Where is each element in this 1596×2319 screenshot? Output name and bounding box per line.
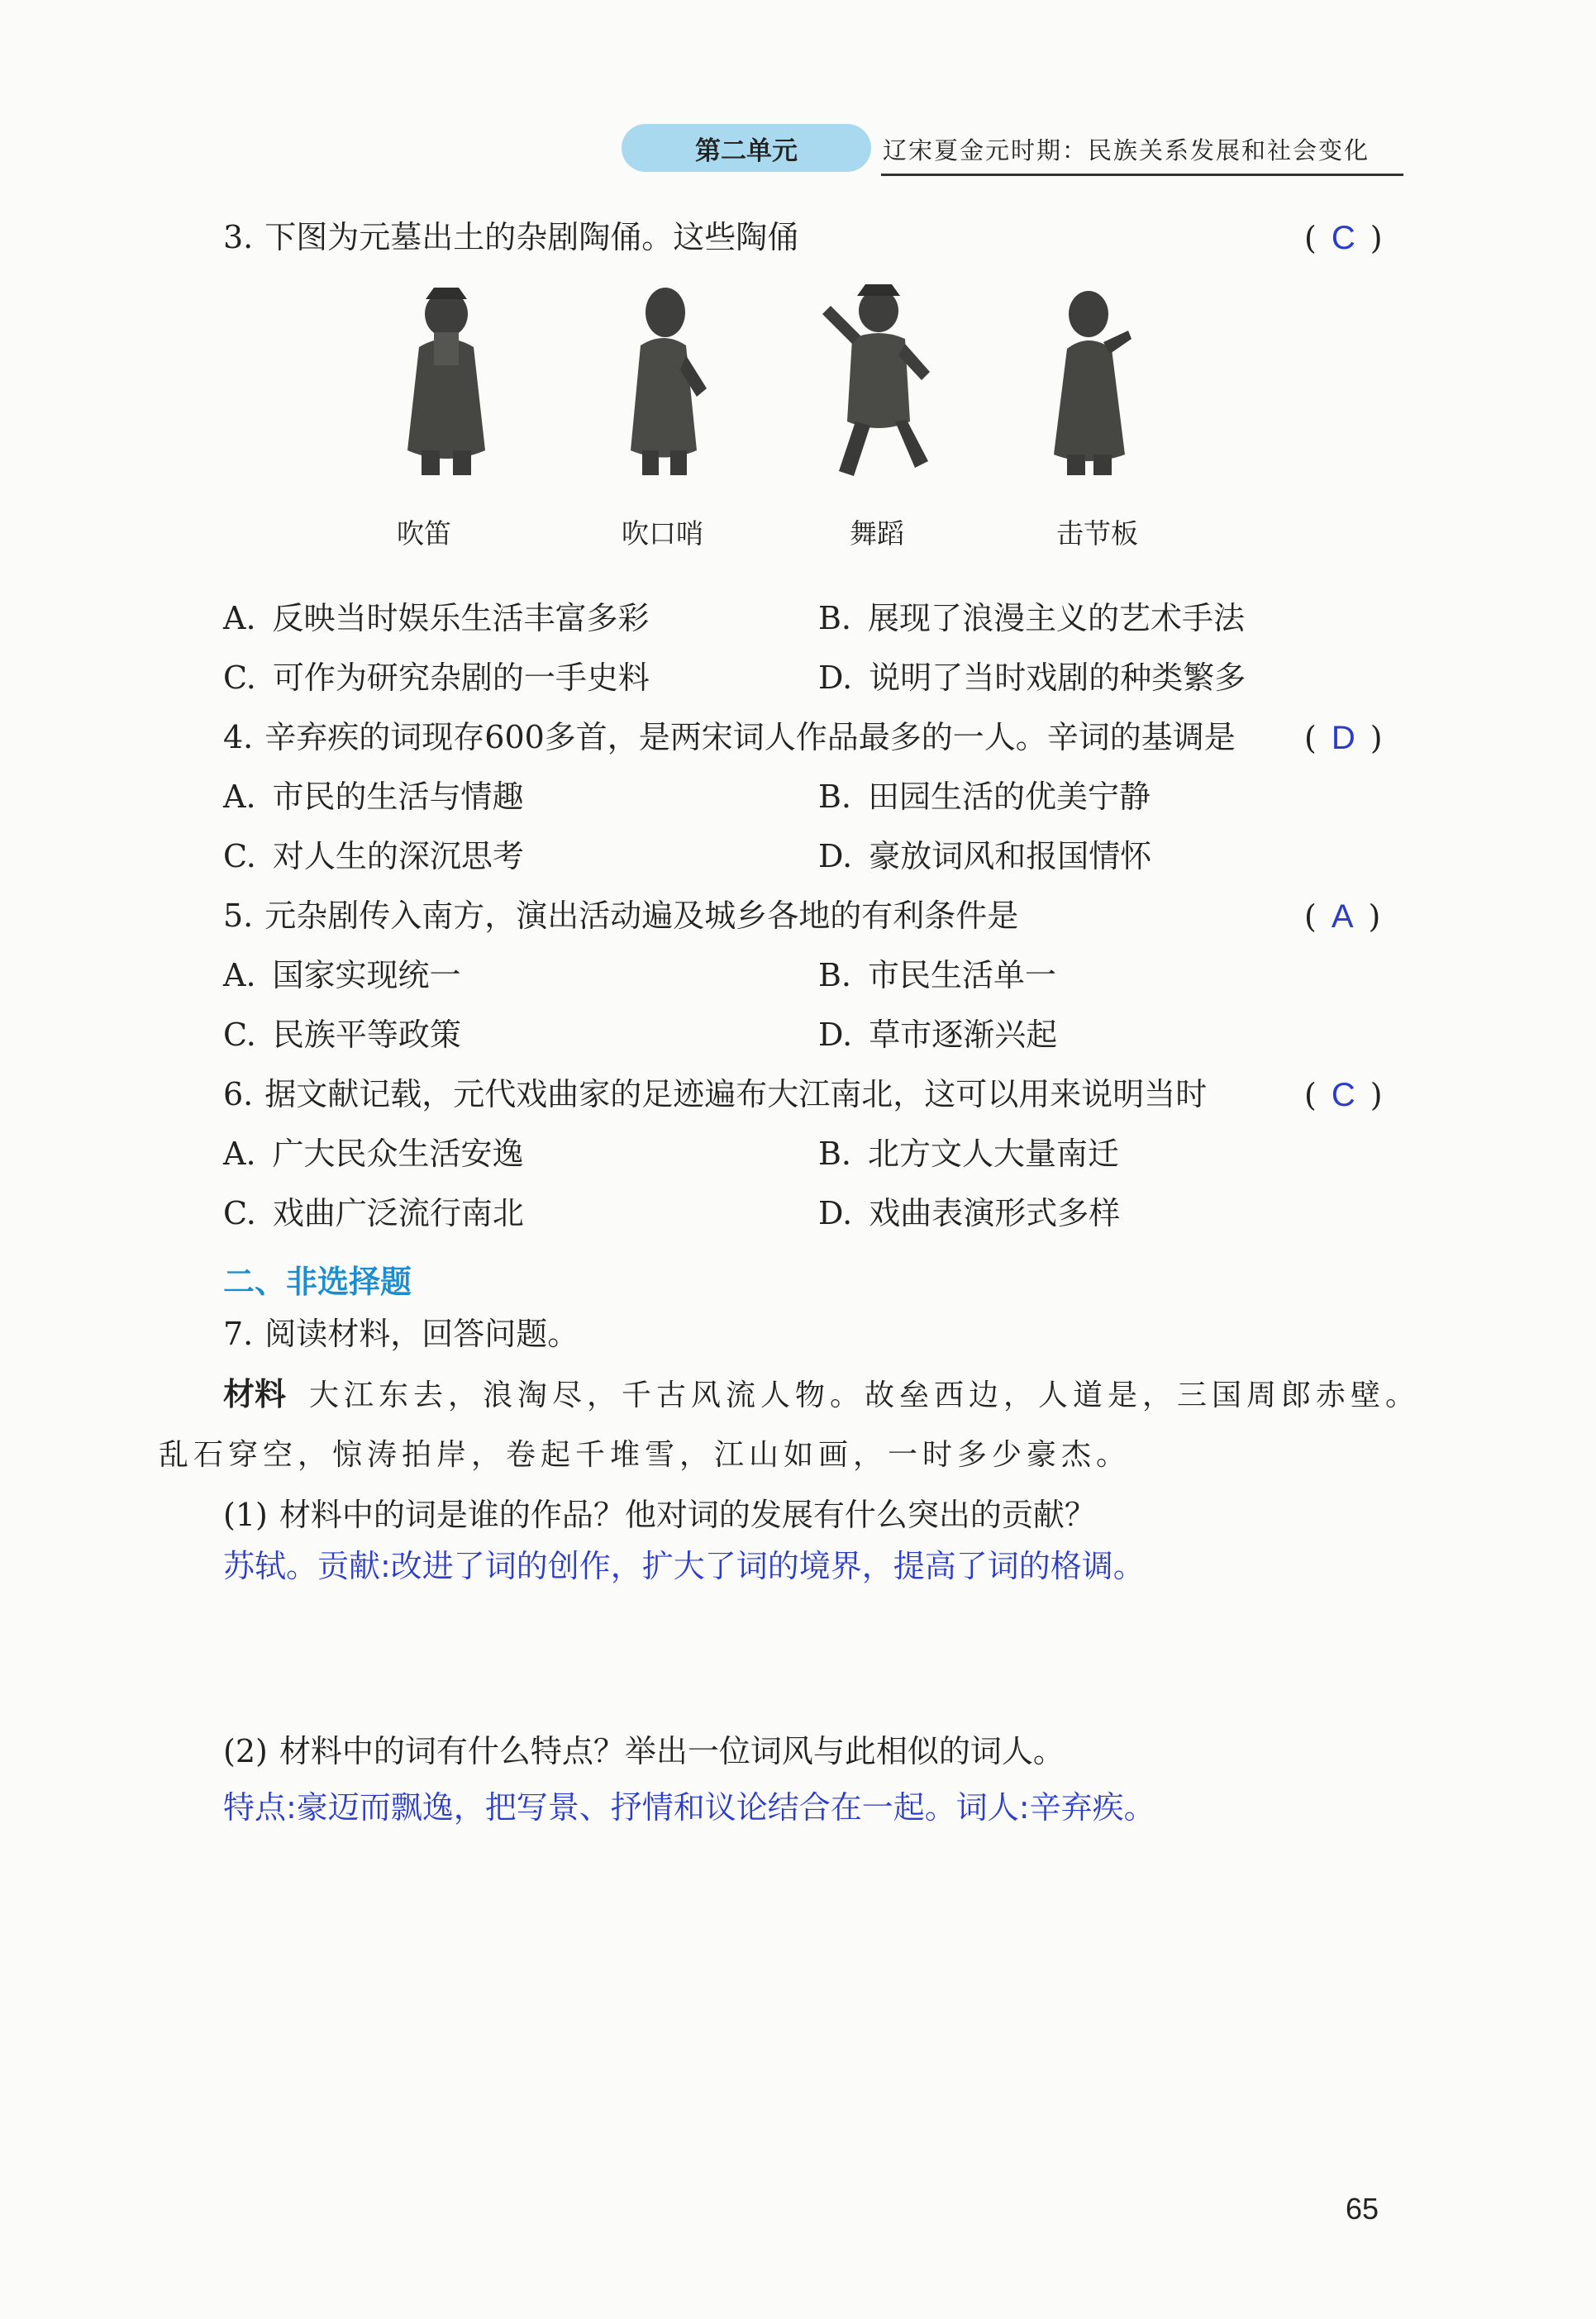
question-5 bbox=[223, 898, 1019, 934]
question-number: 7. bbox=[223, 1316, 254, 1352]
question-stem: 阅读材料，回答问题。 bbox=[264, 1316, 579, 1352]
answer-bracket-4: ( D ) bbox=[1304, 720, 1383, 756]
sub-question-1: (1) 材料中的词是谁的作品？他对词的发展有什么突出的贡献？ bbox=[223, 1497, 1096, 1533]
question-stem: 据文献记载，元代戏曲家的足迹遍布大江南北，这可以用来说明当时 bbox=[264, 1076, 1208, 1112]
unit-label: 第二单元 bbox=[695, 136, 798, 166]
sub-answer-1: 苏轼。贡献:改进了词的创作，扩大了词的境界，提高了词的格调。 bbox=[223, 1548, 1145, 1584]
answer-letter: A bbox=[1331, 898, 1354, 935]
answer-letter: C bbox=[1331, 220, 1355, 256]
option-4a: A. 市民的生活与情趣 bbox=[223, 779, 524, 815]
question-4 bbox=[223, 721, 1236, 753]
option-3b: B. 展现了浪漫主义的艺术手法 bbox=[818, 600, 1246, 636]
answer-bracket-5: ( A ) bbox=[1304, 898, 1381, 935]
answer-letter: C bbox=[1331, 1077, 1355, 1113]
question-6 bbox=[223, 1076, 1208, 1112]
sub-answer-2: 特点:豪迈而飘逸，把写景、抒情和议论结合在一起。词人:辛弃疾。 bbox=[223, 1789, 1155, 1826]
question-stem: 元杂剧传入南方，演出活动遍及城乡各地的有利条件是 bbox=[264, 898, 1019, 934]
question-number: 4. bbox=[223, 719, 254, 755]
option-5a: A. 国家实现统一 bbox=[223, 957, 461, 993]
answer-bracket-3: ( C ) bbox=[1304, 220, 1383, 256]
option-6c: C. 戏曲广泛流行南北 bbox=[223, 1195, 524, 1231]
figurine-row bbox=[347, 281, 1182, 488]
caption-whistle: 吹口哨 bbox=[622, 517, 703, 550]
answer-letter: D bbox=[1331, 720, 1355, 756]
section-title: 二、非选择题 bbox=[223, 1264, 412, 1300]
question-3 bbox=[223, 221, 798, 253]
option-6d: D. 戏曲表演形式多样 bbox=[818, 1195, 1121, 1231]
unit-subtitle: 辽宋夏金元时期：民族关系发展和社会变化 bbox=[883, 136, 1370, 164]
option-5c: C. 民族平等政策 bbox=[223, 1017, 461, 1053]
question-number: 6. bbox=[223, 1076, 254, 1112]
material-line-1: 材料 大江东去，浪淘尽，千古风流人物。故垒西边，人道是，三国周郎赤壁。 bbox=[223, 1376, 1421, 1412]
option-4d: D. 豪放词风和报国情怀 bbox=[818, 838, 1152, 874]
material-label: 材料 bbox=[223, 1376, 287, 1412]
unit-badge bbox=[622, 124, 871, 172]
caption-dance: 舞蹈 bbox=[850, 517, 904, 550]
option-4c: C. 对人生的深沉思考 bbox=[223, 838, 524, 874]
option-3a: A. 反映当时娱乐生活丰富多彩 bbox=[223, 600, 650, 636]
option-6b: B. 北方文人大量南迁 bbox=[818, 1136, 1120, 1172]
question-number: 5. bbox=[223, 898, 254, 934]
option-3d: D. 说明了当时戏剧的种类繁多 bbox=[818, 660, 1246, 696]
page-number: 65 bbox=[1346, 2192, 1379, 2226]
question-stem: 辛弃疾的词现存600多首，是两宋词人作品最多的一人。辛词的基调是 bbox=[264, 719, 1236, 755]
figurine-dance-image bbox=[806, 281, 946, 488]
question-7 bbox=[223, 1318, 579, 1350]
option-4b: B. 田园生活的优美宁静 bbox=[818, 779, 1151, 815]
figurine-whistle-image bbox=[591, 281, 731, 488]
material-line-2: 乱石穿空，惊涛拍岸，卷起千堆雪，江山如画，一时多少豪杰。 bbox=[159, 1438, 1131, 1472]
caption-flute: 吹笛 bbox=[397, 517, 451, 550]
question-number: 3. bbox=[223, 219, 254, 255]
option-6a: A. 广大民众生活安逸 bbox=[223, 1136, 524, 1172]
figurine-clapper-image bbox=[1021, 281, 1161, 488]
answer-bracket-6: ( C ) bbox=[1304, 1077, 1383, 1113]
option-5b: B. 市民生活单一 bbox=[818, 957, 1057, 993]
question-stem: 下图为元墓出土的杂剧陶俑。这些陶俑 bbox=[264, 219, 799, 255]
option-3c: C. 可作为研究杂剧的一手史料 bbox=[223, 660, 650, 696]
figurine-flute-image bbox=[376, 281, 517, 488]
caption-clapper: 击节板 bbox=[1056, 517, 1138, 550]
sub-question-2: (2) 材料中的词有什么特点？举出一位词风与此相似的词人。 bbox=[223, 1733, 1065, 1769]
option-5d: D. 草市逐渐兴起 bbox=[818, 1017, 1058, 1053]
header-rule bbox=[881, 174, 1403, 176]
